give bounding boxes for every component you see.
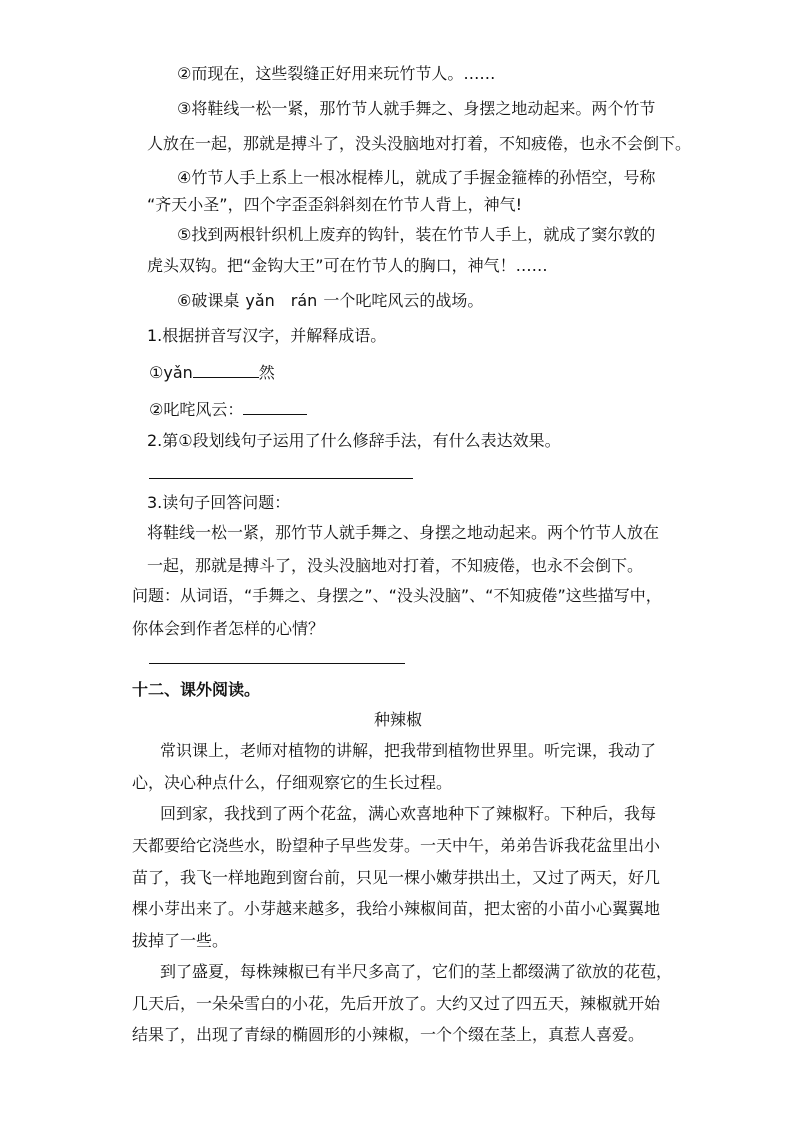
passage-line: 常识课上，老师对植物的讲解，把我带到植物世界里。听完课，我动了 bbox=[160, 741, 657, 760]
paragraph-3-line-2: 人放在一起，那就是搏斗了，没头没脑地对打着，不知疲倦，也永不会倒下。 bbox=[147, 134, 692, 153]
answer-blank-1a[interactable] bbox=[193, 363, 259, 378]
question-3-quote-line-1: 将鞋线一松一紧，那竹节人就手舞之、身摆之地动起来。两个竹节人放在 bbox=[147, 523, 660, 542]
section-12-title: 种辣椒 bbox=[374, 710, 423, 729]
passage-line: 苗了，我飞一样地跑到窗台前，只见一棵小嫩芽拱出土，又过了两天，好几 bbox=[132, 868, 661, 887]
paragraph-6-prefix: ⑥破课桌 bbox=[177, 291, 240, 310]
question-1b-prefix: ②叱咤风云： bbox=[149, 400, 244, 419]
passage-line: 到了盛夏，每株辣椒已有半尺多高了，它们的茎上都缀满了欲放的花苞， bbox=[160, 962, 673, 981]
paragraph-4-line-1: ④竹节人手上系上一根冰棍棒儿，就成了手握金箍棒的孙悟空，号称 bbox=[177, 168, 656, 187]
paragraph-4-line-2: “齐天小圣”，四个字歪歪斜斜刻在竹节人背上，神气! bbox=[147, 195, 522, 214]
passage-line: 几天后，一朵朵雪白的小花，先后开放了。大约又过了四五天，辣椒就开始 bbox=[132, 994, 661, 1013]
question-1a-suffix: 然 bbox=[258, 363, 275, 382]
answer-blank-1b[interactable] bbox=[243, 400, 307, 415]
question-2: 2.第①段划线句子运用了什么修辞手法，有什么表达效果。 bbox=[147, 431, 561, 450]
question-3-quote-line-2: 一起，那就是搏斗了，没头没脑地对打着，不知疲倦，也永不会倒下。 bbox=[147, 556, 644, 575]
question-3-ask-line-2: 你体会到作者怎样的心情？ bbox=[132, 619, 325, 638]
answer-line-3[interactable] bbox=[149, 663, 405, 664]
passage-line: 心，决心种点什么，仔细观察它的生长过程。 bbox=[132, 773, 453, 792]
answer-line-2[interactable] bbox=[149, 478, 413, 479]
question-1a-prefix: ①yǎn bbox=[149, 363, 193, 382]
question-1b bbox=[149, 400, 307, 420]
question-1a bbox=[149, 363, 275, 383]
paragraph-2: ②而现在，这些裂缝正好用来玩竹节人。…… bbox=[177, 64, 496, 83]
passage-line: 天都要给它浇些水，盼望种子早些发芽。一天中午，弟弟告诉我花盆里出小 bbox=[132, 836, 661, 855]
paragraph-3-line-1: ③将鞋线一松一紧，那竹节人就手舞之、身摆之地动起来。两个竹节 bbox=[177, 99, 656, 118]
passage-line: 拔掉了一些。 bbox=[132, 931, 229, 950]
question-1: 1.根据拼音写汉字，并解释成语。 bbox=[147, 326, 387, 345]
passage-line: 棵小芽出来了。小芽越来越多，我给小辣椒间苗，把太密的小苗小心翼翼地 bbox=[132, 899, 661, 918]
paragraph-5-line-1: ⑤找到两根针织机上废弃的钩针，装在竹节人手上，就成了窦尔敦的 bbox=[177, 225, 656, 244]
passage-line: 结果了，出现了青绿的椭圆形的小辣椒，一个个缀在茎上，真惹人喜爱。 bbox=[132, 1025, 645, 1044]
question-3: 3.读句子回答问题： bbox=[147, 493, 291, 512]
paragraph-6 bbox=[177, 291, 483, 311]
paragraph-6-suffix: 一个叱咤风云的战场。 bbox=[323, 291, 484, 310]
paragraph-5-line-2: 虎头双钩。把“金钩大王”可在竹节人的胸口，神气！…… bbox=[147, 256, 548, 275]
section-12-heading: 十二、课外阅读。 bbox=[132, 680, 261, 699]
paragraph-6-pinyin: yǎn rán bbox=[245, 291, 318, 310]
passage-line: 回到家，我找到了两个花盆，满心欢喜地种下了辣椒籽。下种后，我每 bbox=[160, 804, 657, 823]
question-3-ask-line-1: 问题：从词语，“手舞之、身摆之”、“没头没脑”、“不知疲倦”这些描写中， bbox=[132, 586, 662, 605]
